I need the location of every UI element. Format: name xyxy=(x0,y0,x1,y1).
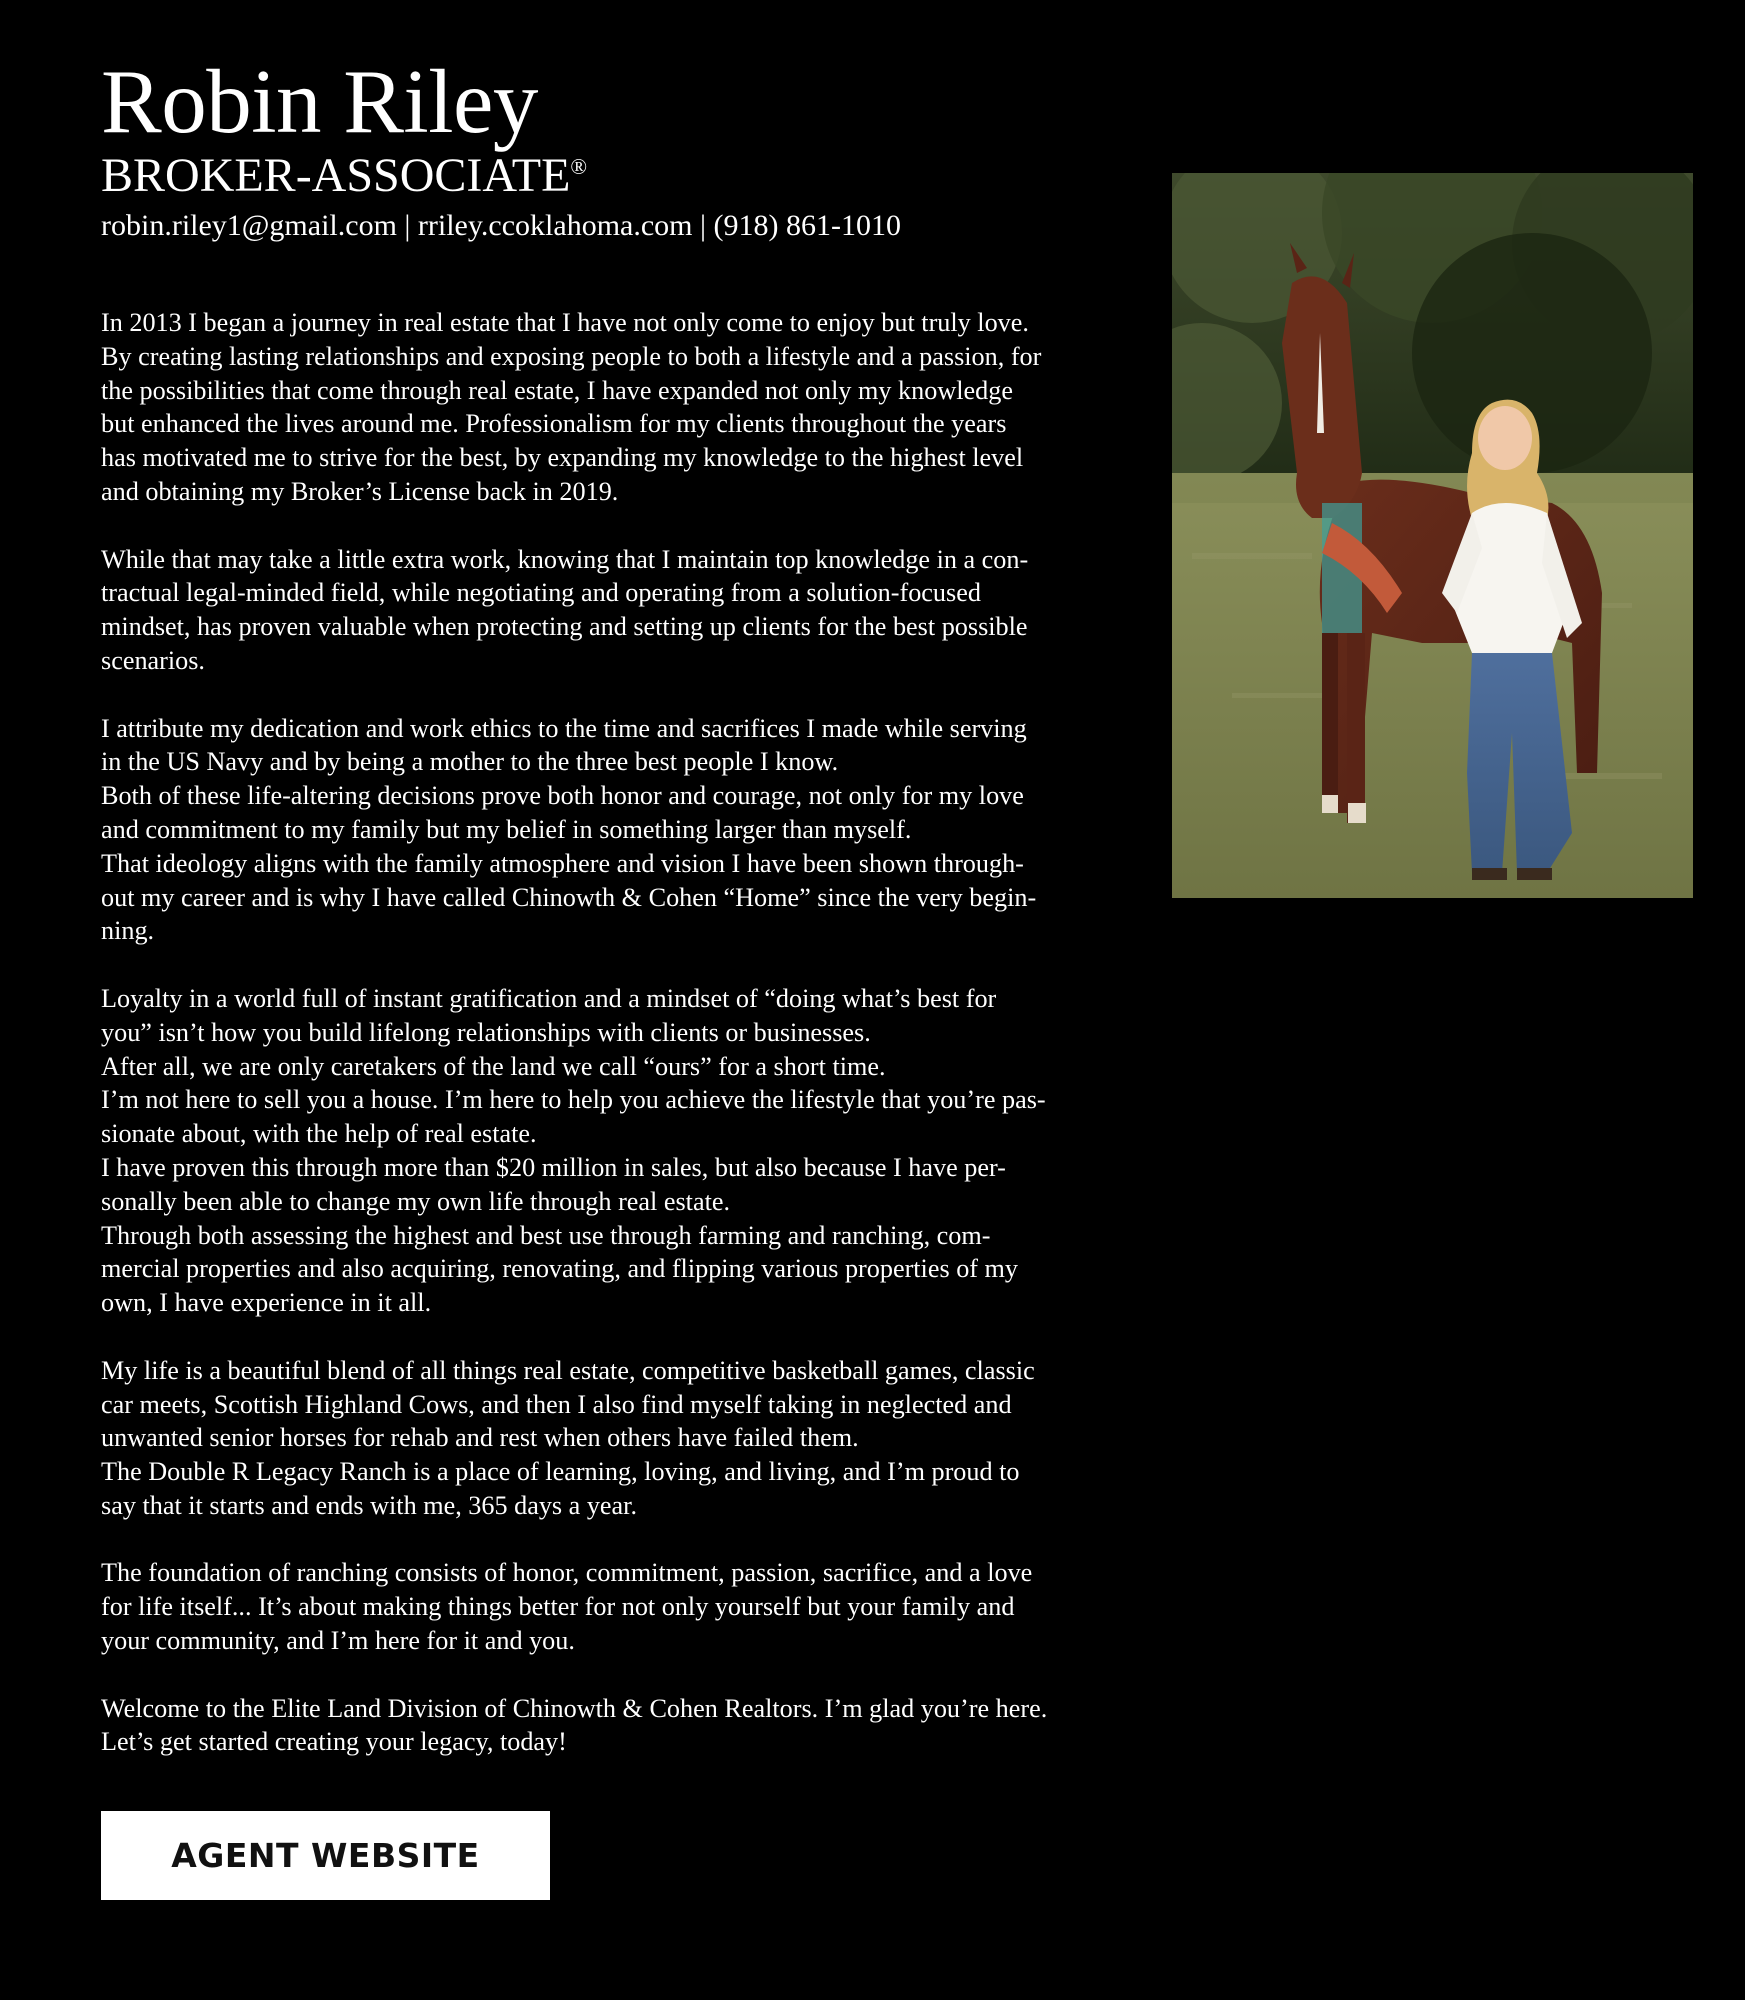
agent-website-button[interactable]: AGENT WEBSITE xyxy=(101,1811,550,1900)
bio-paragraph: The foundation of ranching consists of honor, commitment, passion, sacrifice, and a love for life itself... It’s about making things better for not only yourself but your family and your community, and I’m here for it and you. xyxy=(101,1558,1033,1656)
agent-title xyxy=(101,149,588,202)
bio-paragraph: While that may take a little extra work, knowing that I maintain top knowledge in a con- tractual legal-minded field, while negotiating and operating from a solution-focused mindset, has proven valuable when protecting and setting up clients for the best possible scenarios. xyxy=(101,544,1029,675)
bio-paragraph: In 2013 I began a journey in real estate that I have not only come to enjoy but truly love. By creating lasting relationships and exposing people to both a lifestyle and a passion, for the possibilities that come through real estate, I have expanded not only my knowledge but enhanced the lives around me. Professionalism for my clients throughout the years has motivated me to strive for the best, by expanding my knowledge to the highest level and obtaining my Broker’s License back in 2019. xyxy=(101,308,1042,506)
bio-paragraph: Loyalty in a world full of instant gratification and a mindset of “doing what’s best for you” isn’t how you build lifelong relationships with clients or businesses. After all, we are only caretakers of the land we call “ours” for a short time. I’m not here to sell you a house. I’m here to help you achieve the lifestyle that you’re pas- sionate about, with the help of real estate. I have proven this through more than $20 million in sales, but also because I have per- sonally been able to change my own life through real estate. Through both assessing the highest and best use through farming and ranching, com- mercial properties and also acquiring, renovating, and flipping various properties of my own, I have experience in it all. xyxy=(101,983,1046,1318)
agent-bio xyxy=(101,306,1111,1793)
bio-paragraph: My life is a beautiful blend of all things real estate, competitive basketball games, classic car meets, Scottish Highland Cows, and then I also find myself taking in neglected and unwanted senior horses for rehab and rest when others have failed them. The Double R Legacy Ranch is a place of learning, loving, and living, and I’m proud to say that it starts and ends with me, 365 days a year. xyxy=(101,1355,1035,1520)
registered-mark: ® xyxy=(570,154,588,179)
agent-photo xyxy=(1172,173,1693,898)
agent-title-text: BROKER-ASSOCIATE xyxy=(101,149,571,202)
agent-photo-illustration xyxy=(1172,173,1693,898)
bio-paragraph: I attribute my dedication and work ethics to the time and sacrifices I made while serving in the US Navy and by being a mother to the three best people I know. Both of these life-altering decisions prove both honor and courage, not only for my love and commitment to my family but my belief in something larger than myself. That ideology aligns with the family atmosphere and vision I have been shown through- out my career and is why I have called Chinowth & Cohen “Home” since the very begin- ning. xyxy=(101,713,1037,946)
agent-name: Robin Riley xyxy=(101,51,538,152)
bio-paragraph: Welcome to the Elite Land Division of Chinowth & Cohen Realtors. I’m glad you’re here. Let’s get started creating your legacy, today! xyxy=(101,1693,1048,1757)
agent-contact-line: robin.riley1@gmail.com | rriley.ccoklahoma.com | (918) 861-1010 xyxy=(101,209,901,242)
